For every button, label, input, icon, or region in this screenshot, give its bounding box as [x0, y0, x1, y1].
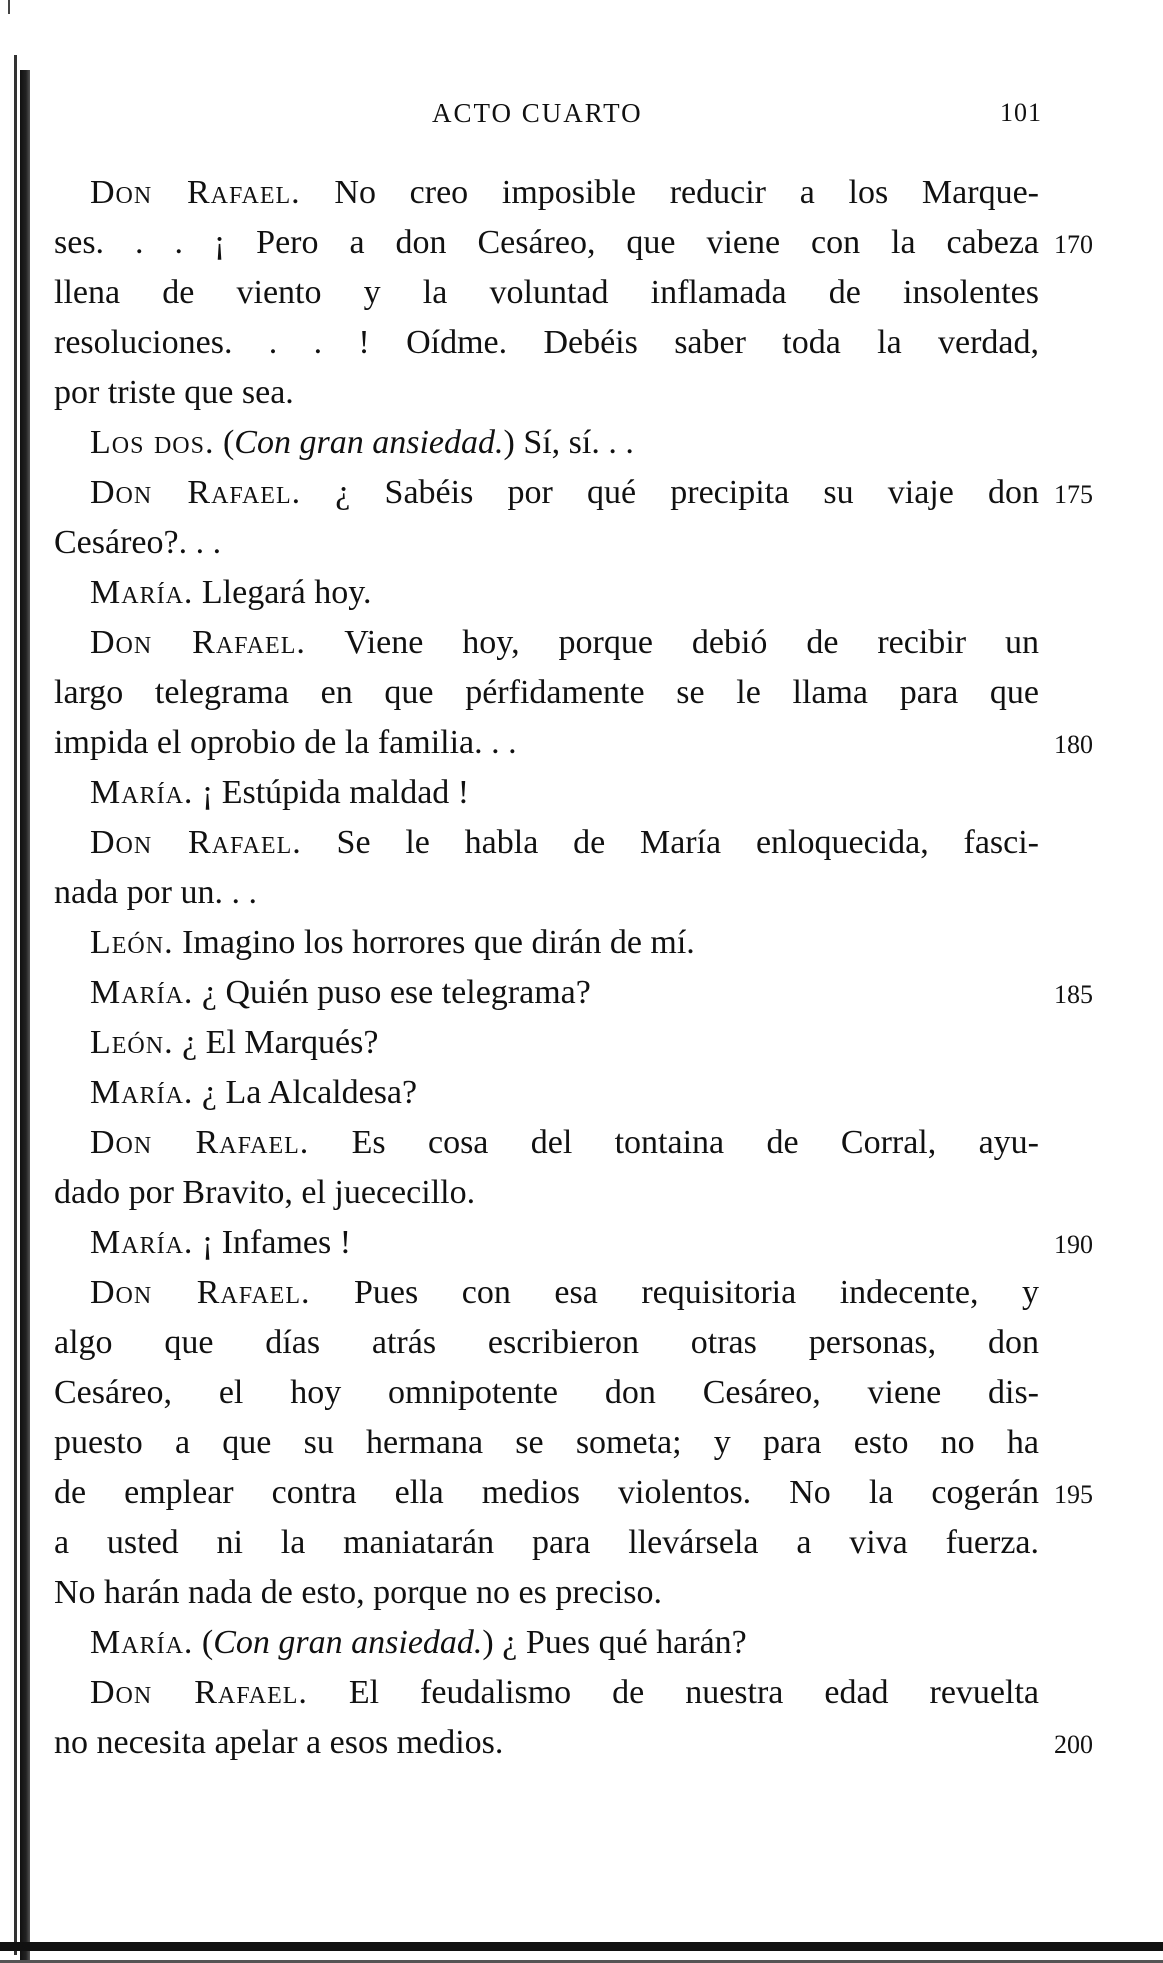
- text-line: [54, 918, 1054, 968]
- speaker-name: María.: [90, 974, 194, 1011]
- line-text: a usted ni la maniatarán para llevársela a viva fuerza.: [54, 1524, 1039, 1561]
- line-text: Cesáreo?. . .: [54, 524, 222, 561]
- text-line: [54, 1418, 1054, 1468]
- top-mark: [8, 0, 10, 14]
- text-line: [54, 1518, 1054, 1568]
- line-text: Viene hoy, porque debió de recibir un: [305, 624, 1040, 661]
- text-line: [54, 1368, 1054, 1418]
- line-content: [54, 1168, 1039, 1218]
- line-content: [54, 218, 1039, 268]
- line-content: [54, 268, 1039, 318]
- text-line: [54, 168, 1054, 218]
- line-content: [54, 418, 1039, 468]
- speaker-name: León.: [90, 924, 174, 961]
- speaker-name: Don Rafael.: [90, 1274, 311, 1311]
- line-text: ¿ Quién puso ese telegrama?: [193, 974, 591, 1011]
- line-content: [54, 868, 1039, 918]
- line-text: nada por un. . .: [54, 874, 258, 911]
- line-content: [54, 968, 1039, 1018]
- line-content: [54, 518, 1039, 568]
- line-content: [54, 1068, 1039, 1118]
- line-text: no necesita apelar a esos medios.: [54, 1724, 504, 1761]
- speaker-name: María.: [90, 1074, 194, 1111]
- line-content: [54, 168, 1039, 218]
- line-text: Pues con esa requisitoria indecente, y: [310, 1274, 1039, 1311]
- line-text: Sí, sí. . .: [514, 424, 634, 461]
- line-content: [54, 768, 1039, 818]
- line-text: Llegará hoy.: [193, 574, 372, 611]
- text-line: [54, 1668, 1054, 1718]
- line-text: dado por Bravito, el juececillo.: [54, 1174, 476, 1211]
- text-line: [54, 418, 1054, 468]
- speaker-name: Don Rafael.: [90, 1124, 310, 1161]
- line-text: Es cosa del tontaina de Corral, ayu-: [309, 1124, 1039, 1161]
- line-content: [54, 618, 1039, 668]
- speaker-name: María.: [90, 774, 194, 811]
- line-text: El feudalismo de nuestra edad revuelta: [307, 1674, 1039, 1711]
- binding-shadow-thin: [14, 55, 17, 1955]
- line-text: ¡ Estúpida maldad !: [193, 774, 470, 811]
- line-content: [54, 1218, 1039, 1268]
- speaker-name: Don Rafael.: [90, 824, 302, 861]
- line-number: 180: [1054, 730, 1093, 759]
- speaker-name: María.: [90, 574, 194, 611]
- speaker-name: María.: [90, 1624, 194, 1661]
- line-text: No harán nada de esto, porque no es preciso.: [54, 1574, 663, 1611]
- text-line: [54, 1018, 1054, 1068]
- speaker-name: Don Rafael.: [90, 624, 306, 661]
- line-number: 195: [1054, 1480, 1093, 1509]
- text-line: [54, 818, 1054, 868]
- line-number: 190: [1054, 1230, 1093, 1259]
- text-line: [54, 1218, 1093, 1268]
- line-text: algo que días atrás escribieron otras personas, don: [54, 1324, 1039, 1361]
- text-line: [54, 768, 1054, 818]
- line-content: [54, 368, 1039, 418]
- line-content: [54, 468, 1039, 518]
- page-header: [0, 98, 1163, 138]
- line-content: [54, 1418, 1039, 1468]
- text-line: [54, 668, 1054, 718]
- line-text: Se le habla de María enloquecida, fasci-: [301, 824, 1039, 861]
- text-line: [54, 1168, 1054, 1218]
- line-content: [54, 818, 1039, 868]
- speaker-name: María.: [90, 1224, 194, 1261]
- line-content: [54, 1668, 1039, 1718]
- line-content: [54, 568, 1039, 618]
- text-line: [54, 1468, 1093, 1518]
- line-content: [54, 1018, 1039, 1068]
- text-line: [54, 1268, 1054, 1318]
- line-content: [54, 1618, 1039, 1668]
- text-line: [54, 1118, 1054, 1168]
- speaker-name: León.: [90, 1024, 174, 1061]
- line-content: [54, 718, 1039, 768]
- speaker-name: Don Rafael.: [90, 474, 302, 511]
- stage-close: ): [503, 424, 515, 461]
- speaker-name: Don Rafael.: [90, 1674, 308, 1711]
- line-text: ses. . . ¡ Pero a don Cesáreo, que viene con la cabeza: [54, 224, 1039, 261]
- page-bottom-edge: [0, 1942, 1163, 1951]
- line-number: 175: [1054, 480, 1093, 509]
- line-number: 185: [1054, 980, 1093, 1009]
- binding-shadow: [20, 70, 30, 1960]
- play-text: [54, 168, 1093, 1768]
- line-content: [54, 1118, 1039, 1168]
- stage-direction: Con gran ansiedad.: [234, 424, 504, 461]
- stage-open: (: [193, 1624, 214, 1661]
- line-text: llena de viento y la voluntad inflamada de insolentes: [54, 274, 1039, 311]
- line-text: puesto a que su hermana se someta; y para esto no ha: [54, 1424, 1039, 1461]
- speaker-name: Don Rafael.: [90, 174, 301, 211]
- speaker-name: Los dos.: [90, 424, 215, 461]
- line-content: [54, 1368, 1039, 1418]
- text-line: [54, 1568, 1054, 1618]
- line-content: [54, 1718, 1039, 1768]
- text-line: [54, 718, 1093, 768]
- text-line: [54, 468, 1093, 518]
- line-text: largo telegrama en que pérfidamente se le llama para que: [54, 674, 1039, 711]
- stage-direction: Con gran ansiedad.: [213, 1624, 483, 1661]
- text-line: [54, 1618, 1054, 1668]
- text-line: [54, 1718, 1093, 1768]
- line-content: [54, 918, 1039, 968]
- line-text: impida el oprobio de la familia. . .: [54, 724, 517, 761]
- line-text: ¿ La Alcaldesa?: [193, 1074, 418, 1111]
- line-number: 170: [1054, 230, 1093, 259]
- line-content: [54, 318, 1039, 368]
- running-head: ACTO CUARTO: [432, 98, 643, 128]
- text-line: [54, 1068, 1054, 1118]
- text-line: [54, 518, 1054, 568]
- line-text: ¿ El Marqués?: [173, 1024, 379, 1061]
- line-number: 200: [1054, 1730, 1093, 1759]
- text-line: [54, 1318, 1054, 1368]
- line-content: [54, 1568, 1039, 1618]
- line-content: [54, 1518, 1039, 1568]
- text-line: [54, 218, 1093, 268]
- page-number: 101: [1000, 98, 1042, 127]
- stage-open: (: [214, 424, 235, 461]
- line-content: [54, 1268, 1039, 1318]
- text-line: [54, 368, 1054, 418]
- stage-close: ): [482, 1624, 494, 1661]
- text-line: [54, 568, 1054, 618]
- line-text: Cesáreo, el hoy omnipotente don Cesáreo, viene dis-: [54, 1374, 1039, 1411]
- text-line: [54, 318, 1054, 368]
- line-text: ¿ Sabéis por qué precipita su viaje don: [301, 474, 1039, 511]
- line-content: [54, 668, 1039, 718]
- line-text: resoluciones. . . ! Oídme. Debéis saber toda la verdad,: [54, 324, 1039, 361]
- line-text: ¿ Pues qué harán?: [493, 1624, 747, 1661]
- line-text: de emplear contra ella medios violentos. No la cogerán: [54, 1474, 1039, 1511]
- line-content: [54, 1468, 1039, 1518]
- line-text: ¡ Infames !: [193, 1224, 352, 1261]
- line-content: [54, 1318, 1039, 1368]
- line-text: No creo imposible reducir a los Marque-: [300, 174, 1039, 211]
- text-line: [54, 868, 1054, 918]
- text-line: [54, 618, 1054, 668]
- line-text: por triste que sea.: [54, 374, 294, 411]
- line-text: Imagino los horrores que dirán de mí.: [173, 924, 695, 961]
- text-line: [54, 968, 1093, 1018]
- text-line: [54, 268, 1054, 318]
